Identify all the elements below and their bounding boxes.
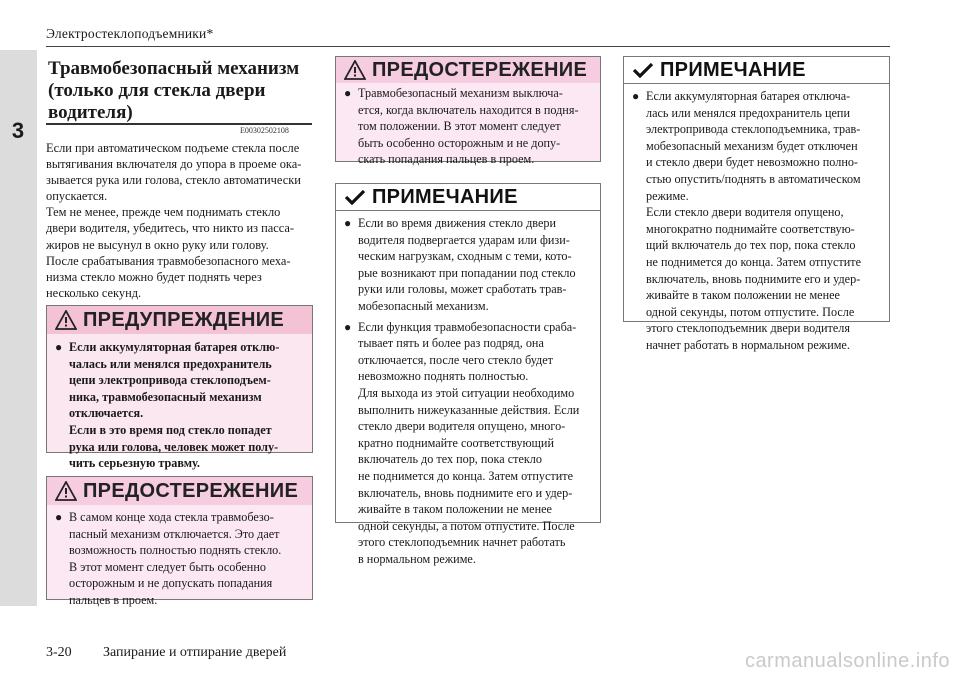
caution-header-left	[47, 477, 312, 505]
bullet-icon: ●	[344, 319, 352, 334]
bullet-icon: ●	[632, 89, 640, 103]
caution-item: ● Травмобезопасный механизм выключа- ется, когда включатель находится в подня- том положении. В этот момент следует быть особенно осторожным и не допу- скать попадания пальцев в проем.	[344, 86, 579, 167]
running-header: Электростеклоподъемники*	[46, 26, 214, 41]
note-heading-middle: ПРИМЕЧАНИЕ	[372, 185, 518, 208]
warning-heading: ПРЕДУПРЕЖДЕНИЕ	[83, 308, 285, 331]
note-item: ● Если во время движения стекло двери водителя подвергается ударам или физи- ческим нагрузкам, сходным с теми, кото- рые возникают при попадании под стекло руки или головы, может сработать трав- мобезопасный механизм.	[344, 216, 576, 313]
section-body: Если при автоматическом подъеме стекла после вытягивания включателя до упора в проеме ока- зывается рука или голова, стекло автоматически опускается. Тем не менее, прежде чем поднимать стекло двери водителя, убедитесь, что никто из пасса- жиров не высунул в окно руку или голову. После срабатывания травмобезопасного меха- низма стекло можно будет поднять через несколько секунд.	[46, 141, 302, 300]
caution-item: ● В самом конце хода стекла травмобезо- пасный механизм отключается. Это дает возможность полностью поднять стекло. В этот момент следует быть особенно осторожным и не допускать попадания пальцев в проем.	[55, 510, 282, 607]
bullet-icon: ●	[55, 340, 63, 354]
warning-header	[47, 306, 312, 334]
chapter-number: 3	[11, 118, 25, 143]
section-code: E00302502108	[240, 126, 289, 135]
bullet-icon: ●	[344, 86, 352, 100]
note-box-middle	[335, 183, 601, 566]
warning-triangle-icon	[55, 481, 77, 501]
warning-triangle-icon	[55, 310, 77, 330]
watermark: carmanualsonline.info	[744, 650, 950, 672]
caution-header-middle	[336, 57, 600, 83]
caution-box-middle	[335, 56, 601, 167]
caution-box-left	[46, 476, 313, 607]
section-title-block	[46, 56, 312, 125]
bullet-icon: ●	[55, 510, 63, 524]
checkmark-icon	[344, 188, 366, 206]
note-box-right	[623, 56, 890, 352]
warning-item: ● Если аккумуляторная батарея отклю- чалась или менялся предохранитель цепи электропривода стеклоподъем- ника, травмобезопасный механизм отключается. Если в это время под стекло попадет рука или голова, человек может полу- чить серьезную травму.	[55, 340, 280, 471]
header-rule	[46, 46, 890, 47]
note-header-middle	[336, 184, 600, 211]
footer-chapter-title: Запирание и отпирание дверей	[103, 645, 287, 660]
bullet-icon: ●	[344, 216, 352, 230]
caution-heading-left: ПРЕДОСТЕРЕЖЕНИЕ	[83, 479, 299, 502]
note-heading-right: ПРИМЕЧАНИЕ	[660, 58, 806, 81]
note-header-right	[624, 57, 889, 84]
caution-heading-middle: ПРЕДОСТЕРЕЖЕНИЕ	[372, 58, 588, 81]
warning-box	[46, 305, 313, 471]
note-item: ● Если функция травмобезопасности сраба- тывает пять и более раз подряд, она отключается, после чего стекло будет невозможно поднять полностью. Для выхода из этой ситуации необходимо выполнить нижеуказанные действия. Если стекло двери водителя опущено, много- кратно поднимайте соответствующий включатель до тех пор, пока стекло не поднимется до конца. Затем отпустите включатель, вновь поднимите его и удер- живайте в таком положении не менее одной секунды, а потом отпустите. После этого стеклоподъемник начнет работать в нормальном режиме.	[344, 319, 580, 566]
warning-triangle-icon	[344, 60, 366, 80]
page-number: 3-20	[46, 645, 72, 660]
checkmark-icon	[632, 61, 654, 79]
section-title: Травмобезопасный механизм (только для стекла двери водителя)	[48, 58, 300, 123]
note-item: ● Если аккумуляторная батарея отключа- лась или менялся предохранитель цепи электропривода стеклоподъемника, трав- мобезопасный механизм будет отключен и стекло двери будет невозможно полно- стью опустить/поднять в автоматическом режиме. Если стекло двери водителя опущено, многократно поднимайте соответствую- щий включатель до тех пор, пока стекло не поднимется до конца. Затем отпустите включатель, вновь поднимите его и удер- живайте в таком положении не менее одной секунды, потом отпустите. После этого стеклоподъемник двери водителя начнет работать в нормальном режиме.	[632, 89, 861, 352]
